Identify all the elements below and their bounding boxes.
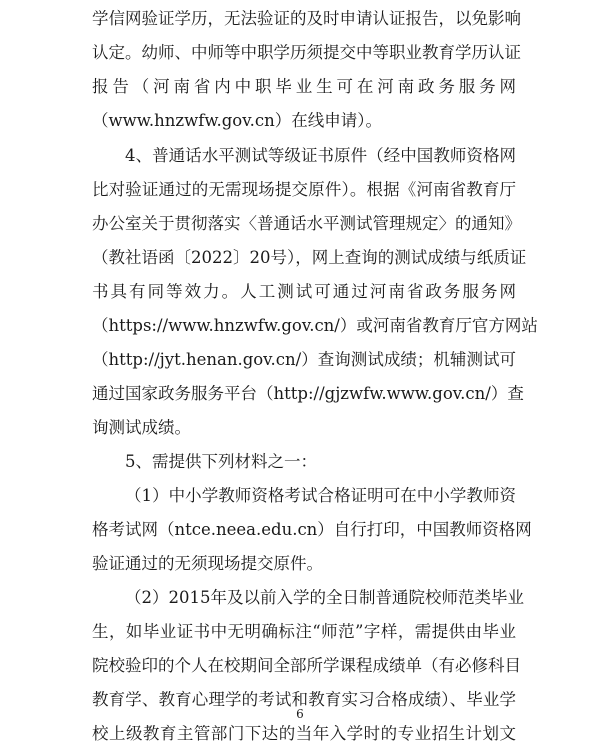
text-line: 认定。幼师、中师等中职学历须提交中等职业教育学历认证: [92, 43, 521, 62]
text-line: 学信网验证学历，无法验证的及时申请认证报告，以免影响: [92, 9, 521, 28]
text-line: 验证通过的无须现场提交原件。: [92, 554, 323, 573]
text-line: （https://www.hnzwfw.gov.cn/）或河南省教育厅官方网站: [92, 316, 538, 335]
text-line: 通过国家政务服务平台（http://gjzwfw.www.gov.cn/）查: [92, 384, 524, 403]
text-line: 院校验印的个人在校期间全部所学课程成绩单（有必修科目: [92, 656, 521, 675]
text-line: （www.hnzwfw.gov.cn）在线申请）。: [92, 111, 382, 130]
page-number: 6: [296, 707, 304, 721]
text-line: （http://jyt.henan.gov.cn/）查询测试成绩；机辅测试可: [92, 350, 516, 369]
text-line: 书具有同等效力。人工测试可通过河南省政务服务网: [92, 282, 516, 301]
text-line: 生，如毕业证书中无明确标注“师范”字样，需提供由毕业: [92, 622, 516, 641]
item-2-start: （2）2015年及以前入学的全日制普通院校师范类毕业: [125, 588, 524, 607]
item-1-start: （1）中小学教师资格考试合格证明可在中小学教师资: [125, 486, 516, 505]
text-line: 格考试网（ntce.neea.edu.cn）自行打印，中国教师资格网: [92, 520, 532, 539]
text-line: 报告（河南省内中职毕业生可在河南政务服务网: [92, 77, 516, 96]
text-line: 教育学、教育心理学的考试和教育实习合格成绩）、毕业学: [92, 690, 516, 709]
text-line: 比对验证通过的无需现场提交原件）。根据《河南省教育厅: [92, 180, 516, 199]
text-line: 询测试成绩。: [92, 418, 191, 437]
text-line: 办公室关于贯彻落实〈普通话水平测试管理规定〉的通知》: [92, 214, 521, 233]
paragraph-5-start: 5、需提供下列材料之一：: [125, 452, 317, 471]
paragraph-4-start: 4、普通话水平测试等级证书原件（经中国教师资格网: [125, 146, 516, 165]
text-line: 校上级教育主管部门下达的当年入学时的专业招生计划文: [92, 724, 516, 743]
text-line: （教社语函〔2022〕20号），网上查询的测试成绩与纸质证: [92, 248, 527, 267]
